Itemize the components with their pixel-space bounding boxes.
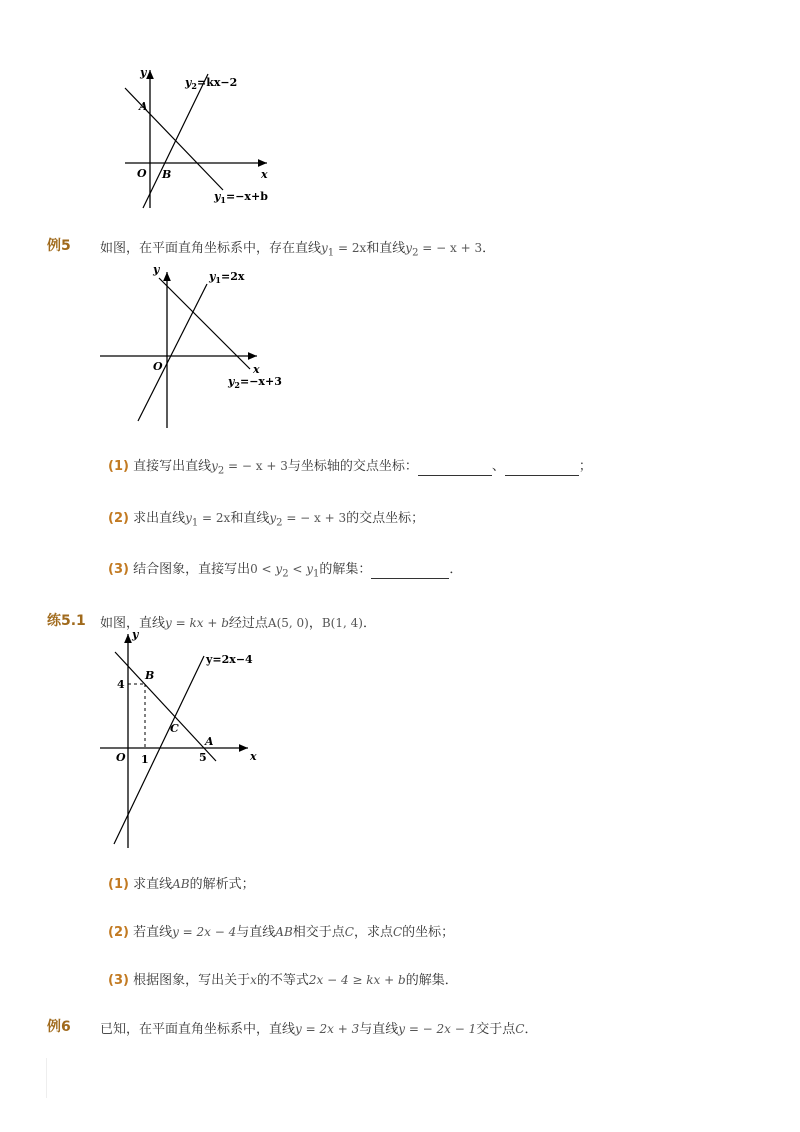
example-5-intro: 如图，在平面直角坐标系中，存在直线$y_1 = 2x$和直线$y_2$ = − x + 3．: [100, 241, 496, 259]
point-a-label: A: [139, 100, 148, 113]
answer-blank[interactable]: [418, 463, 492, 476]
exercise-5-1-question-1: (1) 求直线AB的解析式；: [108, 877, 255, 892]
y-axis-label: y: [140, 66, 147, 79]
tick-5-label: 5: [199, 751, 207, 764]
figure-1-graph: [115, 62, 295, 214]
example-5-question-2: (2) 求出直线$y_1 = 2x$和直线$y_2$ = − x + 3的交点坐标；: [108, 511, 425, 529]
point-c-label: C: [170, 722, 179, 735]
line-label: y=2x−4: [206, 653, 253, 666]
answer-blank[interactable]: [505, 463, 579, 476]
x-axis-label: x: [261, 168, 268, 181]
origin-label: O: [137, 167, 147, 180]
x-axis-label: x: [250, 750, 257, 763]
point-b-label: B: [145, 669, 155, 682]
line-y1-label: $y_1=2x$: [209, 270, 245, 285]
example-5-tag: 例5: [47, 238, 71, 254]
exercise-5-1-question-3: (3) 根据图象，写出关于x的不等式2x − 4 ≥ kx + b的解集．: [108, 973, 458, 988]
point-a-label: A: [205, 735, 214, 748]
answer-blank[interactable]: [371, 566, 449, 579]
y-axis-label: y: [153, 263, 160, 276]
origin-label: O: [153, 360, 163, 373]
exercise-5-1-tag: 练5.1: [47, 613, 86, 629]
y-axis-label: y: [132, 628, 139, 641]
line-y1-label: $y_1=-x+b$: [214, 190, 268, 205]
point-b-label: B: [162, 168, 172, 181]
tick-1-label: 1: [141, 753, 149, 766]
example-5-question-3: (3) 结合图象，直接写出$0 < y_2 < y_1$的解集： ．: [108, 562, 463, 580]
example-6-intro: 已知，在平面直角坐标系中，直线y = 2x + 3与直线y = − 2x − 1交于点C．: [100, 1022, 538, 1037]
example-6-tag: 例6: [47, 1019, 71, 1035]
origin-label: O: [116, 751, 126, 764]
exercise-5-1-intro: 如图，直线y = kx + b经过点A(5, 0)，B(1, 4)．: [100, 616, 376, 631]
exercise-5-1-question-2: (2) 若直线y = 2x − 4与直线AB相交于点C，求点C的坐标；: [108, 925, 455, 940]
line-ab: [115, 652, 216, 761]
line-y2-label: $y_2=-x+3$: [228, 375, 282, 390]
line-y2-label: $y_2=kx-2$: [185, 76, 238, 91]
example-5-question-1: (1) 直接写出直线$y_2$ = − x + 3与坐标轴的交点坐标： 、 ；: [108, 459, 592, 477]
exercise-5-1-graph: [95, 628, 275, 850]
x-axis-label: x: [253, 363, 260, 376]
line-y1: [138, 284, 207, 421]
example-5-graph: [95, 258, 285, 433]
tick-4-label: 4: [117, 678, 125, 691]
margin-rule: [46, 1058, 47, 1098]
